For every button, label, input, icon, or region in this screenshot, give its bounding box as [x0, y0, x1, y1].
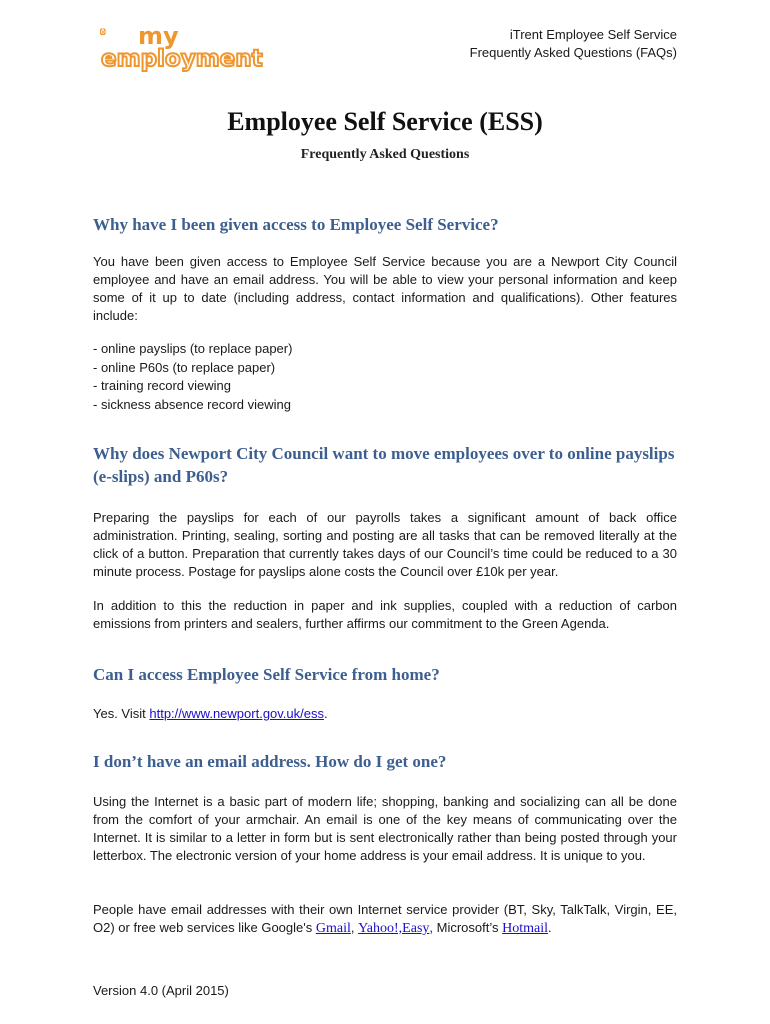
section-heading-access: Why have I been given access to Employee Self Service? [93, 215, 499, 234]
page-subtitle: Frequently Asked Questions [300, 147, 470, 162]
section-heading-home-access: Can I access Employee Self Service from home? [93, 665, 440, 684]
separator: , [350, 920, 359, 935]
separator: , Microsoft’s [429, 920, 503, 935]
end-punctuation: . [548, 920, 552, 935]
gmail-link[interactable]: Gmail [315, 921, 351, 936]
providers-text: People have email addresses with their own Internet service provider (BT, Sky, TalkTalk, Virgin, EE, O2) or free web services like Google's [93, 902, 677, 935]
logo-word-employment: employment [101, 46, 263, 72]
list-item: - training record viewing [93, 378, 232, 393]
page-title: Employee Self Service (ESS) [227, 107, 543, 136]
section-paragraph: Using the Internet is a basic part of modern life; shopping, banking and socializing can all be done from the comfort of your armchair. An email is one of the key means of communicating over the Internet. It is similar to a letter in form but is sent electronically rather than being posted through your letterbox. The electronic version of your home address is your email address. It is unique to you. [93, 794, 677, 863]
section-paragraph: Preparing the payslips for each of our payrolls takes a significant amount of back office administration. Printing, sealing, sorting and posting are all tasks that can be removed literally at the click of a button. Preparation that currently takes days of our Council’s time could be reduced to a 30 minute process. Postage for payslips alone costs the Council over £10k per year. [93, 510, 677, 579]
version-footer: Version 4.0 (April 2015) [93, 983, 229, 998]
document-header [470, 26, 677, 62]
logo-word-my: my [138, 22, 179, 50]
home-access-answer [93, 705, 677, 723]
list-item: - online P60s (to replace paper) [93, 359, 276, 375]
list-item: - sickness absence record viewing [93, 396, 291, 412]
hotmail-link[interactable]: Hotmail [502, 921, 549, 936]
section-heading-email: I don’t have an email address. How do I get one? [93, 752, 447, 771]
section-paragraph: You have been given access to Employee Self Service because you are a Newport City Council employee and have an email address. You will be able to view your personal information and keep some of it up to date (including address, contact information and qualifications). Other features include: [93, 254, 677, 323]
header-line-1: iTrent Employee Self Service [509, 27, 677, 42]
list-item: - online payslips (to replace paper) [93, 341, 293, 356]
section-heading-eslips: Why does Newport City Council want to move employees over to online payslips (e-slips) and P60s? [93, 444, 675, 486]
answer-prefix: Yes. Visit [93, 706, 150, 721]
ess-url-link[interactable]: http://www.newport.gov.uk/ess [149, 706, 324, 721]
providers-paragraph [93, 901, 677, 938]
answer-suffix: . [324, 706, 328, 721]
header-line-2: Frequently Asked Questions (FAQs) [469, 45, 677, 60]
section-paragraph: In addition to this the reduction in paper and ink supplies, coupled with a reduction of carbon emissions from printers and sealers, further affirms our commitment to the Green Agenda. [93, 598, 677, 631]
features-list [93, 340, 677, 414]
yahoo-link[interactable]: Yahoo!,Easy [358, 921, 430, 936]
